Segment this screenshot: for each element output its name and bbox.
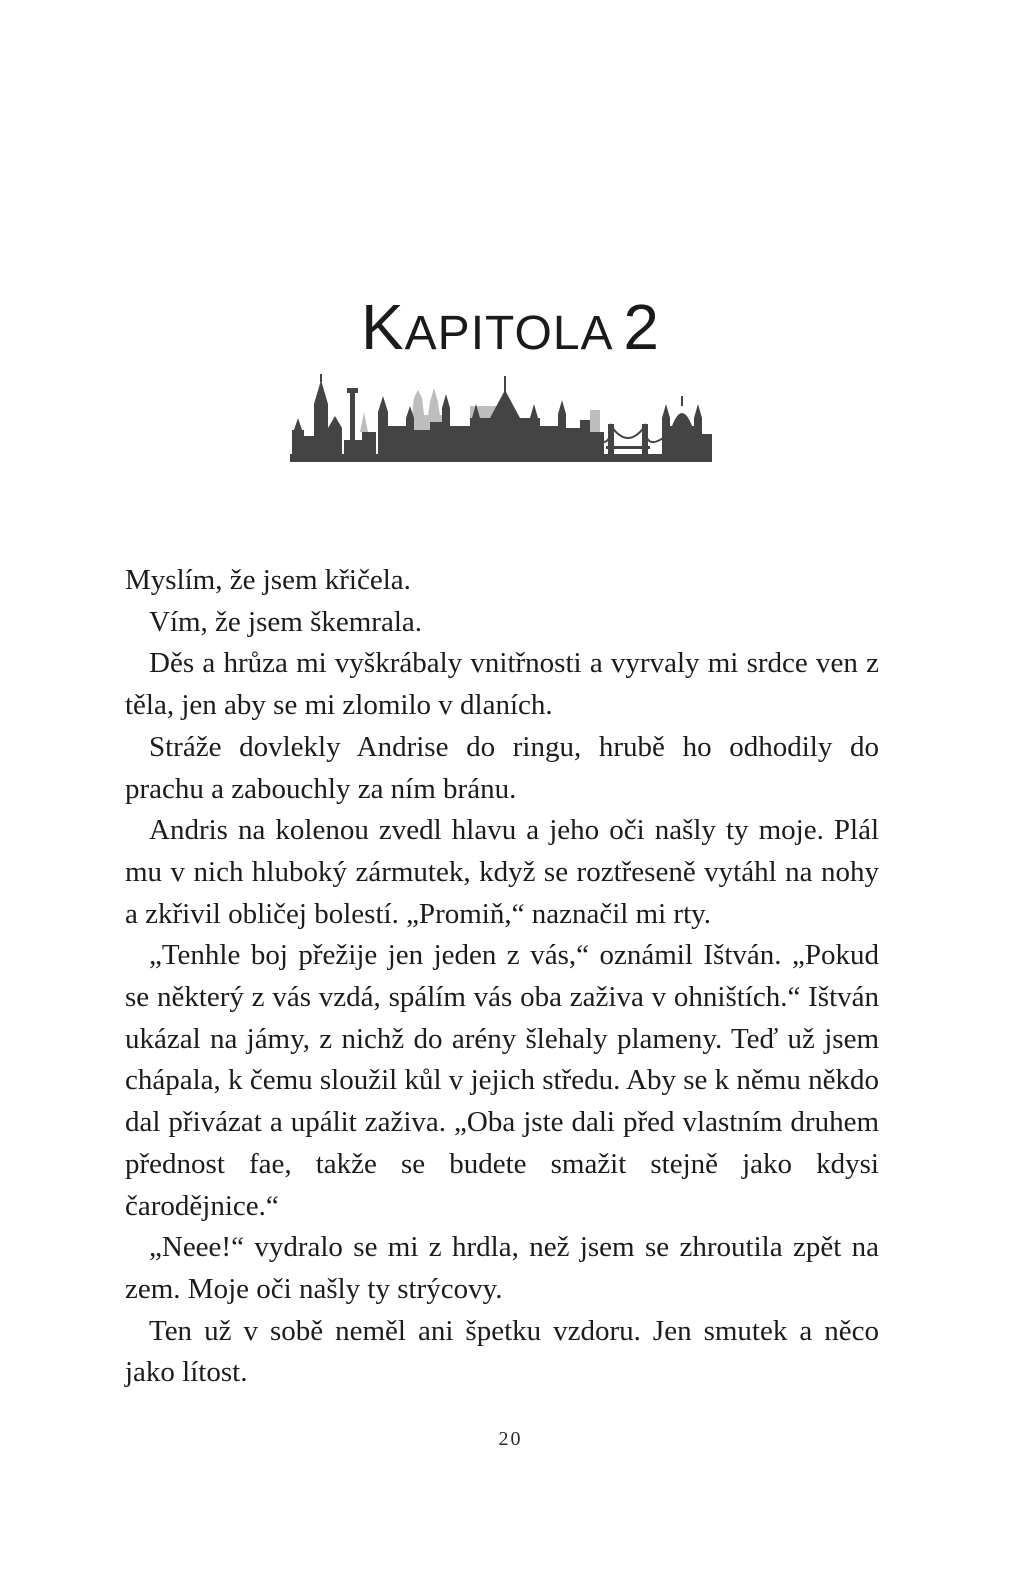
paragraph: Děs a hrůza mi vyškrábaly vnitřnosti a vyrvaly mi srdce ven z těla, jen aby se mi zlomilo v dlaních. xyxy=(125,647,879,722)
page-number: 20 xyxy=(498,1428,523,1450)
paragraph: „Tenhle boj přežije jen jeden z vás,“ oznámil Ištván. „Pokud se některý z vás vzdá, spálím vás oba zaživa v ohništích.“ Ištván ukázal na jámy, z nichž do arény šlehaly plameny. Teď už jsem chápala, k čemu sloužil kůl v jejich středu. Aby se k němu někdo dal přivázat a upálit zaživa. „Oba jste dali před vlastním druhem přednost fae, takže se budete smažit stejně jako kdysi čarodějnice.“ xyxy=(125,939,879,1222)
paragraph: Vím, že jsem škemrala. xyxy=(149,605,422,638)
chapter-title xyxy=(0,290,1021,364)
body-text xyxy=(125,560,879,1394)
paragraph: Andris na kolenou zvedl hlavu a jeho oči našly ty moje. Plál mu v nich hluboký zármutek, když se roztřeseně vytáhl na nohy a zkřivil obličej bolestí. „Promiň,“ naznačil mi rty. xyxy=(125,814,879,930)
chapter-title-initial: K xyxy=(360,291,405,363)
paragraph: Ten už v sobě neměl ani špetku vzdoru. Jen smutek a něco jako lítost. xyxy=(125,1314,879,1389)
city-skyline-icon xyxy=(290,370,712,462)
paragraph: Myslím, že jsem křičela. xyxy=(125,564,411,596)
chapter-number: 2 xyxy=(623,291,661,363)
paragraph: Stráže dovlekly Andrise do ringu, hrubě ho odhodily do prachu a zabouchly za ním bránu. xyxy=(125,730,879,805)
paragraph: „Neee!“ vydralo se mi z hrdla, než jsem se zhroutila zpět na zem. Moje oči našly ty strýcovy. xyxy=(125,1231,879,1305)
chapter-title-rest: APITOLA xyxy=(404,307,614,360)
skyline-foreground-silhouette xyxy=(290,374,712,462)
